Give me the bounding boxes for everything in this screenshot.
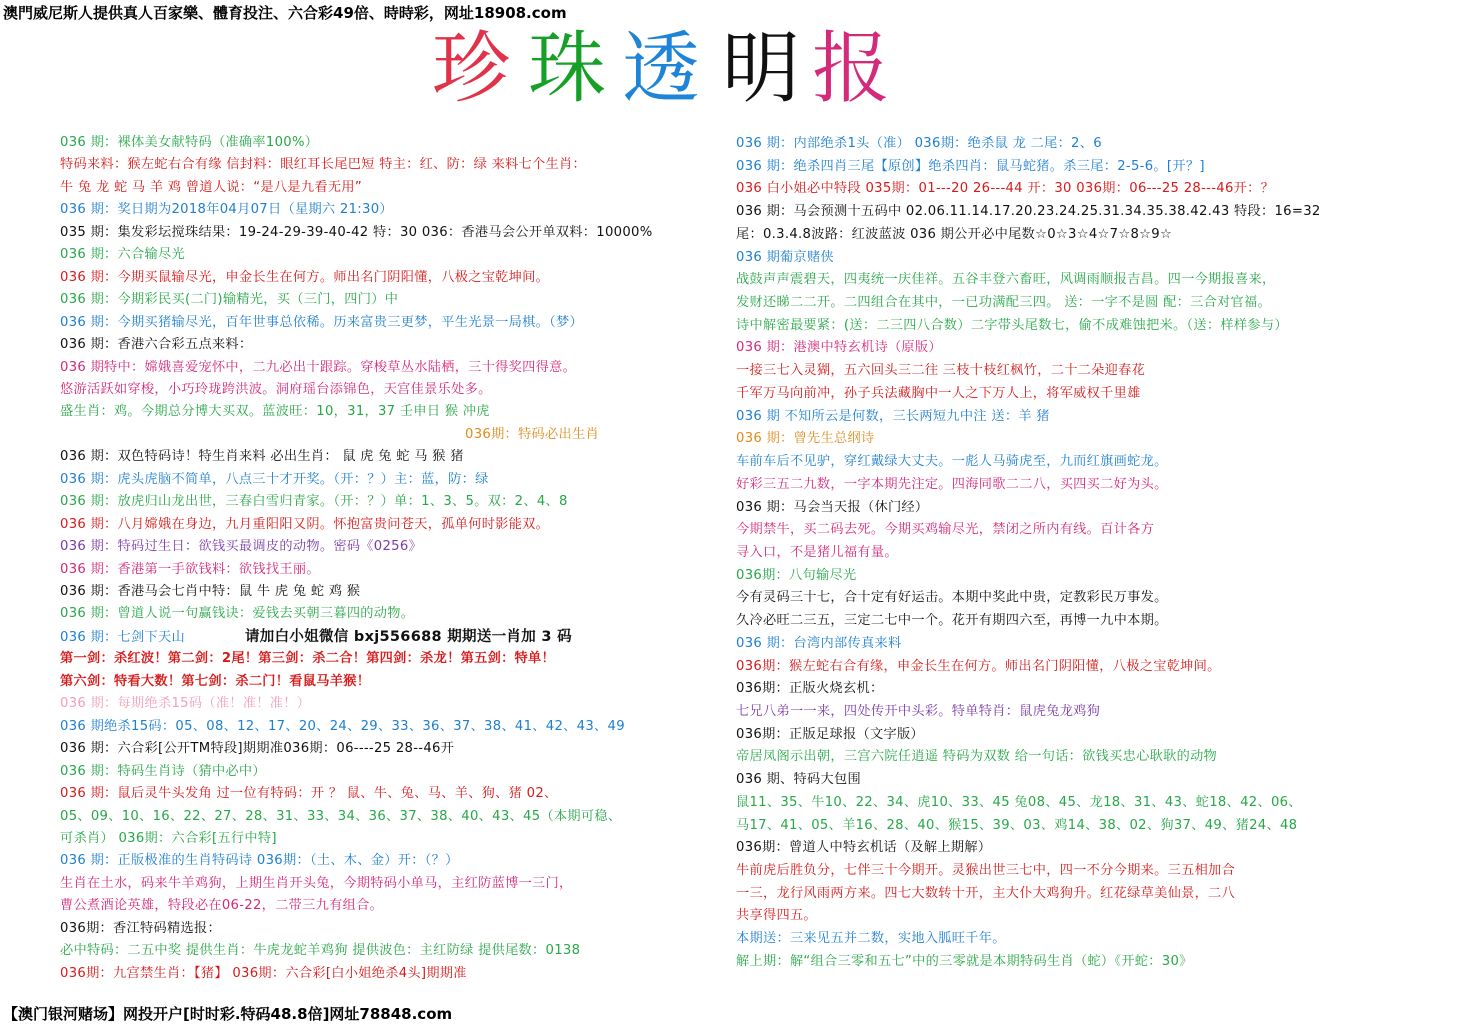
left-line: 曹公煮酒论英雄，特段必在06-22，二带三九有组合。 [60, 898, 384, 914]
left-line: 05、09、10、16、22、27、28、31、33、34、36、37、38、40、43、45（本期可稳、 [60, 808, 622, 824]
left-line: 036 期：正版极准的生肖特码诗 036期：（土、木、金）开：（？） [60, 853, 459, 869]
right-line: 车前车后不见驴，穿红戴绿大丈夫。一彪人马骑虎至，九而红旗画蛇龙。 [736, 454, 1168, 470]
right-line: 今有灵码三十七，合十定有好运击。本期中奖此中贵，定教彩民万事发。 [736, 590, 1168, 606]
top-ad-banner[interactable]: 澳門威尼斯人提供真人百家樂、體育投注、六合彩49倍、時時彩，网址18908.com [3, 4, 567, 22]
right-line: 马17、41、05、羊16、28、40、猴15、39、03、鸡14、38、02、狗37、49、猪24、48 [736, 817, 1298, 833]
left-line: 036期：九宫禁生肖：【猪】 036期：六合彩[白小姐绝杀4头]期期准 [60, 965, 467, 981]
left-line: 036 期：裸体美女献特码（准确率100%） [60, 135, 319, 150]
right-line: 036 期：内部绝杀1头（准） 036期：绝杀鼠 龙 二尾：2、6 [736, 136, 1102, 151]
left-line: 036 期：今期彩民买(二门)输精光，买（三门，四门）中 [60, 292, 399, 308]
wechat-promo: 请加白小姐微信 bxj556688 期期送一肖加 3 码 [244, 628, 572, 645]
left-line: 036 期：今期买鼠输尽光，申金长生在何方。师出名门阴阳懂，八极之宝乾坤间。 [60, 269, 550, 285]
right-line: 036 期葡京赌侠 [736, 249, 834, 265]
right-line: 036 期：港澳中特玄机诗（原版） [736, 340, 942, 356]
left-line: 036 期特中：嫦娥喜爱宠怀中，二九必出十跟踪。穿梭草丛水陆栖，三十得奖四得意。 [60, 359, 577, 375]
right-line: 牛前虎后胜负分，七伴三十今期开。灵猴出世三七中，四一不分今期来。三五相加合 [736, 863, 1236, 879]
right-line: 尾：0.3.4.8波路：红波蓝波 036 期公开必中尾数☆0☆3☆4☆7☆8☆9☆ [736, 226, 1173, 242]
right-line: 036期：猴左蛇右合有缘，申金长生在何方。师出名门阴阳懂，八极之宝乾坤间。 [736, 658, 1221, 674]
right-line: 036 期：马会预测十五码中 02.06.11.14.17.20.23.24.25.31.34.35.38.42.43 特段：16=32 [736, 204, 1321, 220]
title-char: 珠 [528, 24, 607, 114]
left-line: 036 期：鼠后灵牛头发角 过一位有特码：开 ？ 鼠、牛、兔、马、羊、狗、猪 02、 [60, 786, 558, 802]
right-line: 036 期 不知所云是何数，三长两短九中注 送：羊 猪 [736, 408, 1050, 424]
left-line: 036 期：香港马会七肖中特：鼠 牛 虎 兔 蛇 鸡 猴 [60, 584, 361, 599]
left-line: 036 期：虎头虎脑不简单，八点三十才开奖。（开：？）主：蓝，防：绿 [60, 471, 489, 487]
title-char: 珍 [432, 24, 511, 114]
left-line: 036期：特码必出生肖 [465, 426, 599, 442]
right-line: 诗中解密最要紧：(送：二三四八合数）二字带头尾数七，偷不成难蚀把米。（送：样样参与） [736, 317, 1288, 333]
right-line: 共享得四五。 [736, 908, 817, 924]
title-char: 明 [722, 24, 801, 114]
right-line: 036 期：马会当天报（休门经） [736, 499, 929, 515]
left-line: 036 期：曾道人说一句赢钱诀：爱钱去买朝三暮四的动物。 [60, 606, 415, 622]
bottom-ad-banner[interactable]: 【澳门银河赌场】网投开户[时时彩.特码48.8倍]网址78848.com [3, 1005, 453, 1023]
right-line: 战鼓声声震碧天，四夷统一庆佳祥。五谷丰登六畜旺，风调雨顺报吉昌。四一今期报喜来， [736, 272, 1276, 288]
right-line: 帝居凤阁示出朝，三宫六院任逍遥 特码为双数 给一句话：欲钱买忠心耿耿的动物 [736, 749, 1218, 765]
left-line: 牛 兔 龙 蛇 马 羊 鸡 曾道人说：“是八是九看无用” [60, 179, 362, 195]
right-line: 036 期：台湾内部传真来料 [736, 635, 902, 651]
left-line: 036 期：八月嫦娥在身边，九月重阳阳又阴。怀抱富贵问苍天，孤单何时影能双。 [60, 516, 550, 532]
right-line: 036 期、特码大包围 [736, 772, 861, 788]
left-line: 036 期：六合输尽光 [60, 247, 185, 263]
left-line: 036 期：每期绝杀15码（准！准！准！） [60, 696, 311, 712]
left-line: 必中特码：二五中奖 提供生肖：牛虎龙蛇羊鸡狗 提供波色：主红防绿 提供尾数：0138 [60, 943, 581, 959]
right-line: 本期送：三来见五并二数，实地入胍旺千年。 [736, 931, 1006, 947]
right-line: 解上期：解“组合三零和五七”中的三零就是本期特码生肖（蛇）《开蛇：30》 [736, 953, 1193, 969]
left-line: 盛生肖：鸡。今期总分博大买双。蓝波旺：10，31，37 壬申日 猴 冲虎 [60, 404, 490, 420]
left-line: 036 期：放虎归山龙出世，三春白雪归青家。（开：？）单：1、3、5。双：2、4、8 [60, 494, 568, 510]
right-line: 寻入口，不是猪儿福有量。 [736, 544, 898, 560]
left-line: 036 期：香港第一手欲钱料：欲钱找王丽。 [60, 561, 320, 577]
left-line: 036 期：双色特码诗！特生肖来料 必出生肖： 鼠 虎 兔 蛇 马 猴 猪 [60, 449, 464, 465]
left-line: 036 期：七剑下天山 请加白小姐微信 bxj556688 期期送一肖加 3 码 [60, 628, 572, 645]
left-line: 036期：香江特码精选报： [60, 920, 221, 936]
right-line: 036期：八句输尽光 [736, 567, 857, 583]
title-char: 报 [812, 24, 891, 114]
left-line: 第一剑：杀红波！第二剑：2尾！第三剑：杀二合！第四剑：杀龙！第五剑：特单！ [60, 651, 556, 667]
right-line: 七兄八弟一一来，四处传开中头彩。特单特肖：鼠虎兔龙鸡狗 [736, 704, 1101, 719]
left-line: 特码来料：猴左蛇右合有缘 信封料：眼红耳长尾巴短 特主：红、防：绿 来料七个生肖： [60, 157, 586, 173]
right-line: 036期：正版火烧玄机： [736, 681, 884, 697]
right-line: 一接三七入灵猢，五六回头三二往 三枝十枝红枫竹，二十二朵迎春花 [736, 363, 1146, 379]
left-line: 悠游活跃如穿梭，小巧玲珑跨洪波。洞府瑶台添锦色，天宫佳景乐处多。 [60, 381, 492, 397]
right-line: 好彩三五二九数，一字本期先注定。四海同歌二二八，买四买二好为头。 [736, 476, 1168, 492]
right-line: 千军万马向前冲，孙子兵法藏胸中一人之下万人上，将军威权千里雄 [736, 385, 1141, 401]
left-line: 036 期：特码生肖诗（猜中必中） [60, 763, 266, 779]
left-line: 036 期：香港六合彩五点来料： [60, 337, 253, 353]
left-line: 035 期：集发彩坛搅珠结果：19-24-29-39-40-42 特：30 036：香港马会公开单双料：10000% [60, 224, 653, 240]
right-line: 036 白小姐必中特段 035期：01---20 26---44 开：30 036期：06---25 28---46开：？ [736, 181, 1275, 197]
right-line: 036 期：曾先生总纲诗 [736, 431, 875, 447]
right-line: 036期：曾道人中特玄机话（及解上期解） [736, 840, 992, 856]
right-line: 036期：正版足球报（文字版） [736, 726, 924, 742]
left-line: 036 期：六合彩[公开TM特段]期期准036期：06----25 28--46开 [60, 741, 455, 757]
right-line: 一三，龙行风雨两方来。四七大数转十开，主大仆大鸡狗升。红花绿草美仙景，二八 [736, 885, 1236, 901]
right-line: 发财还睇二二开。二四组合在其中，一已功满配三四。 送：一字不是圆 配：三合对官福。 [736, 295, 1271, 311]
left-line: 036 期绝杀15码：05、08、12、17、20、24、29、33、36、37、38、41、42、43、49 [60, 718, 625, 734]
right-line: 今期禁牛，买二码去死。今期买鸡输尽光，禁闭之所内有线。百计各方 [736, 522, 1155, 538]
left-line: 可杀肖） 036期：六合彩[五行中特] [60, 830, 277, 846]
title-char: 透 [622, 24, 701, 114]
right-line: 鼠11、35、牛10、22、34、虎10、33、45 兔08、45、龙18、31、43、蛇18、42、06、 [736, 794, 1302, 810]
right-line: 久冷必旺二三五，三定二七中一个。花开有期四六至，再博一九中本期。 [736, 613, 1168, 629]
left-line: 036 期：今期买猪输尽光，百年世事总依稀。历来富贵三更梦，平生光景一局棋。（梦） [60, 314, 583, 330]
right-line: 036 期：绝杀四肖三尾【原创】绝杀四肖：鼠马蛇猪。杀三尾：2-5-6。[开？] [736, 158, 1205, 174]
left-line: 036 期：特码过生日：欲钱买最调皮的动物。密码《0256》 [60, 539, 423, 555]
left-line: 生肖在土水，码来牛羊鸡狗，上期生肖开头兔，今期特码小单马，主红防蓝博一三门， [60, 875, 573, 891]
left-line: 036 期：奖日期为2018年04月07日（星期六 21:30） [60, 202, 393, 218]
left-line: 第六剑：特看大数！第七剑：杀二门！看鼠马羊猴！ [60, 673, 371, 689]
